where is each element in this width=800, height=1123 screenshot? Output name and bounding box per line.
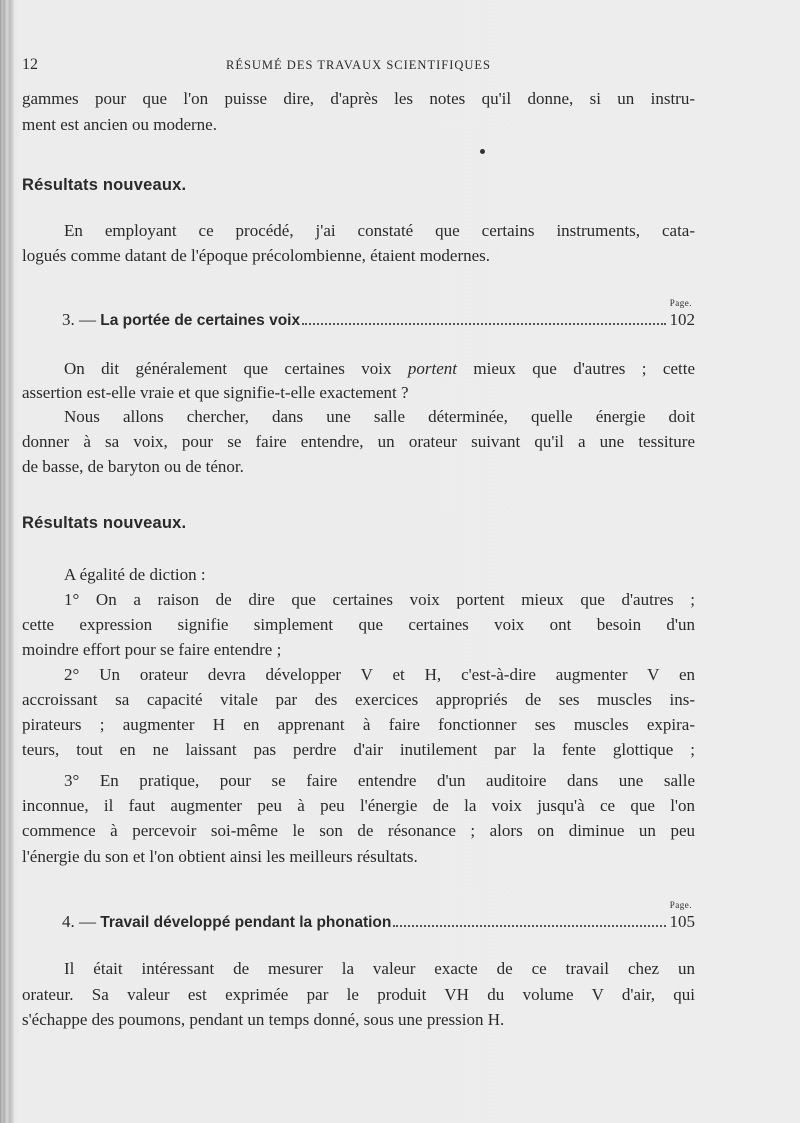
page-column-label: Page. (669, 298, 692, 308)
text-line: moindre effort pour se faire entendre ; (22, 640, 282, 659)
toc-leader-dots (302, 323, 665, 325)
text-line: teurs, tout en ne laissant pas perdre d'air inutilement par la fente glottique ; (22, 740, 695, 759)
text-line: orateur. Sa valeur est exprimée par le produit VH du volume V d'air, qui (22, 985, 695, 1004)
text-line: Il était intéressant de mesurer la valeur exacte de ce travail chez un (64, 959, 695, 978)
text-line: inconnue, il faut augmenter peu à peu l'énergie de la voix jusqu'à ce que l'on (22, 796, 695, 815)
toc-leader-dots (393, 925, 665, 927)
running-title: RÉSUMÉ DES TRAVAUX SCIENTIFIQUES (225, 58, 492, 72)
text-line: commence à percevoir soi-même le son de résonance ; alors on diminue un peu (22, 821, 695, 840)
text-line: donner à sa voix, pour se faire entendre, un orateur suivant qu'il a une tessiture (22, 432, 695, 451)
section-heading: Résultats nouveaux. (22, 176, 187, 194)
text-line: s'échappe des poumons, pendant un temps donné, sous une pression H. (22, 1010, 505, 1029)
toc-entry-title: La portée de certaines voix (100, 312, 301, 329)
text-line: 2° Un orateur devra développer V et H, c'est-à-dire augmenter V en (64, 665, 695, 684)
text-line: Nous allons chercher, dans une salle déterminée, quelle énergie doit (64, 407, 695, 426)
text-line: 1° On a raison de dire que certaines voix portent mieux que d'autres ; (64, 590, 695, 609)
toc-entry-3 (62, 310, 695, 332)
toc-entry-4 (62, 912, 695, 934)
toc-entry-number: 3. — (62, 310, 101, 329)
book-binding-edge (0, 0, 14, 1123)
toc-entry-page: 105 (669, 912, 695, 931)
section-heading: Résultats nouveaux. (22, 514, 187, 532)
text-line: A égalité de diction : (64, 565, 206, 584)
text-line: cette expression signifie simplement que certaines voix ont besoin d'un (22, 615, 695, 634)
toc-entry-page: 102 (669, 310, 695, 329)
page-number: 12 (22, 56, 38, 73)
text-line: logués comme datant de l'époque précolombienne, étaient modernes. (22, 246, 491, 265)
text-line: accroissant sa capacité vitale par des exercices appropriés de ses muscles ins- (22, 690, 695, 709)
running-header (22, 58, 695, 76)
toc-entry-title: Travail développé pendant la phonation (100, 914, 392, 931)
text-line: On dit généralement que certaines voix portent mieux que d'autres ; cette (64, 359, 695, 378)
ink-speck (480, 149, 485, 154)
text-line: assertion est-elle vraie et que signifie-t-elle exactement ? (22, 383, 409, 402)
text-line: gammes pour que l'on puisse dire, d'après les notes qu'il donne, si un instru- (22, 89, 695, 108)
text-line: de basse, de baryton ou de ténor. (22, 457, 244, 476)
italic-word: portent (407, 359, 457, 378)
text-line: pirateurs ; augmenter H en apprenant à faire fonctionner ses muscles expira- (22, 715, 695, 734)
page-column-label: Page. (669, 900, 692, 910)
text-line: En employant ce procédé, j'ai constaté que certains instruments, cata- (64, 221, 695, 240)
text-line: l'énergie du son et l'on obtient ainsi les meilleurs résultats. (22, 847, 418, 866)
text-line: 3° En pratique, pour se faire entendre d'un auditoire dans une salle (64, 771, 695, 790)
text-line: ment est ancien ou moderne. (22, 115, 217, 134)
toc-entry-number: 4. — (62, 912, 101, 931)
